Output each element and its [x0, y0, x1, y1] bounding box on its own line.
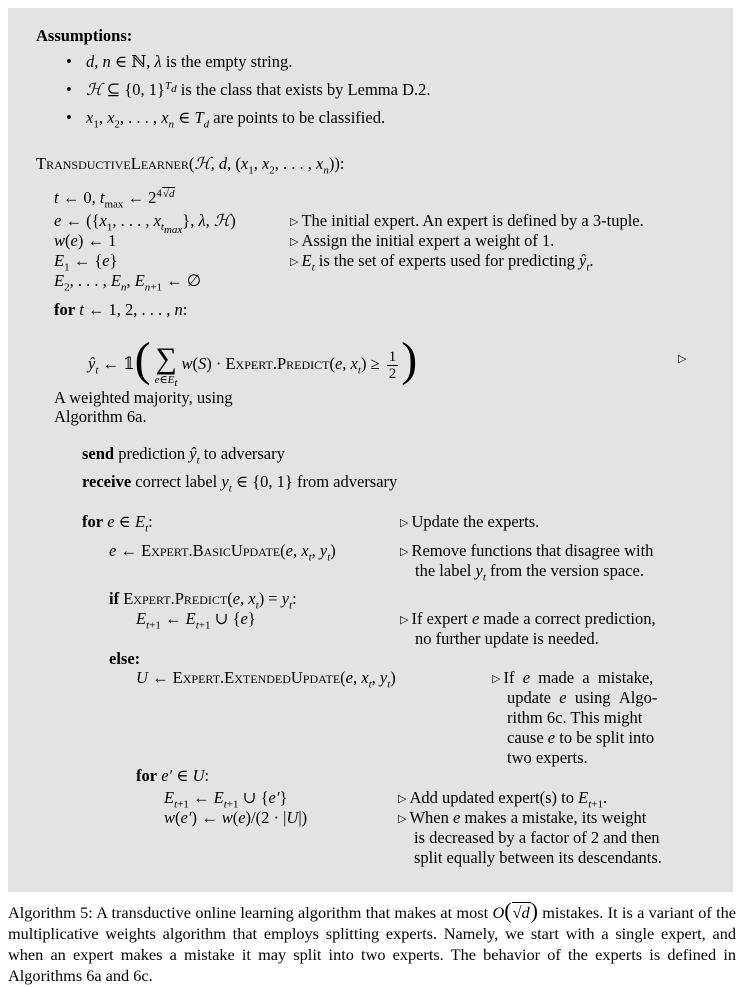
basic-update-comment-1: ▷ Remove functions that disagree with — [400, 541, 654, 560]
init-comment-3: ▷ Assign the initial expert a weight of 1. — [290, 231, 555, 250]
predict-formula: $ŷ_t$ ← 𝟙( ∑ $e\in E_t$ w(S) · Expert.Predict(e, $x_t$) ≥ $\frac{1}{2}$ ) — [88, 333, 418, 390]
assumption-item-1: • d, n ∈ ℕ, λ is the empty string. — [66, 52, 293, 71]
algorithm-box — [8, 8, 733, 892]
for-loop-header: for t ← 1, 2, . . . , n: — [54, 300, 188, 319]
extended-update-comment-5: two experts. — [507, 748, 588, 767]
for-experts-comment: ▷ Update the experts. — [400, 512, 540, 531]
extended-update-comment-3: rithm 6c. This might — [507, 708, 643, 727]
predict-comment-line-2: Algorithm 6a. — [54, 407, 147, 426]
procedure-signature: TransductiveLearner(ℋ, d, ($x_1$, $x_2$, . . . , $x_n$)): — [36, 154, 345, 177]
init-comment-4: ▷ $E_t$ is the set of experts used for predicting $ŷ_t$. — [290, 251, 594, 274]
split-line-1: $E_{t+1}$ ← $E_{t+1}$ ∪ {e′} — [164, 788, 288, 811]
extended-update-comment-4: cause e to be split into — [507, 728, 655, 747]
for-split-header: for e′ ∈ U: — [136, 766, 210, 785]
init-line-5: $E_2$, . . . , $E_n$, $E_{n+1}$ ← ∅ — [54, 271, 202, 294]
else-line: else: — [109, 649, 141, 668]
extended-update-comment-1: ▷ If e made a mistake, — [492, 668, 654, 687]
extended-update-comment-2: update e using Algo- — [507, 688, 658, 707]
assumptions-heading: Assumptions: — [36, 26, 133, 45]
predict-comment-marker: ▷ — [678, 353, 687, 365]
receive-line: receive correct label $y_t$ ∈ {0, 1} from adversary — [82, 472, 398, 495]
split-comment-2: ▷ When e makes a mistake, its weight — [398, 808, 647, 827]
split-comment-3: is decreased by a factor of 2 and then — [414, 828, 660, 847]
assumption-item-2: • ℋ ⊆ {0, 1}$^{T_d}$ is the class that exists by Lemma D.2. — [66, 79, 431, 99]
algorithm-caption: Algorithm 5: A transductive online learning algorithm that makes at most O(√d) mistakes. It is a variant of the multiplicative weights algorithm that employs splitting experts. Namely, we start with a single expert, and when an expert makes a mistake it may split into two experts. The behavior of the experts is defined in Algorithms 6a and 6c. — [8, 898, 736, 985]
init-comment-2: ▷ The initial expert. An expert is defined by a 3-tuple. — [290, 211, 644, 230]
split-line-2: w(e′) ← w(e)/(2 · |U|) — [164, 808, 308, 827]
extended-update-line: U ← Expert.ExtendedUpdate(e, $x_t$, $y_t$) — [136, 668, 396, 691]
if-body-comment-2: no further update is needed. — [415, 629, 599, 648]
for-experts-header: for e ∈ $E_t$: — [82, 512, 153, 535]
predict-comment-line-1: A weighted majority, using — [54, 388, 233, 407]
if-body-comment-1: ▷ If expert e made a correct prediction, — [400, 609, 656, 628]
basic-update-comment-2: the label $y_t$ from the version space. — [415, 561, 644, 584]
assumption-item-3: • $x_1$, $x_2$, . . . , $x_n$ ∈ $T_d$ are points to be classified. — [66, 108, 386, 131]
send-line: send prediction $ŷ_t$ to adversary — [82, 444, 285, 467]
init-line-2: e ← ({$x_1$, . . . , $x_{t_{max}}$}, λ, ℋ) — [54, 211, 236, 237]
basic-update-line: e ← Expert.BasicUpdate(e, $x_t$, $y_t$) — [109, 541, 336, 564]
init-line-1: t ← 0, $t_{max}$ ← $2^{4√d}$ — [54, 187, 175, 211]
if-line: if Expert.Predict(e, $x_t) = y_t$: — [109, 589, 297, 612]
init-line-3: w(e) ← 1 — [54, 231, 117, 250]
split-comment-4: split equally between its descendants. — [414, 848, 662, 867]
split-comment-1: ▷ Add updated expert(s) to $E_{t+1}$. — [398, 788, 608, 811]
init-line-4: $E_1$ ← {e} — [54, 251, 118, 274]
if-body-line: $E_{t+1}$ ← $E_{t+1}$ ∪ {e} — [136, 609, 256, 632]
